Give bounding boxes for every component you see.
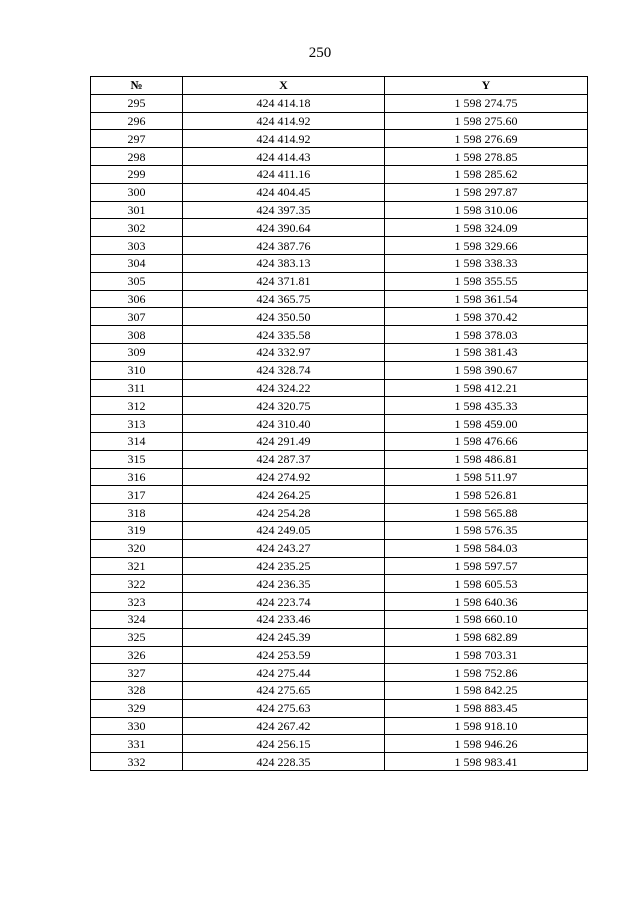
cell-x: 424 383.13 — [183, 254, 385, 272]
cell-number: 299 — [91, 165, 183, 183]
cell-x: 424 253.59 — [183, 646, 385, 664]
cell-x: 424 235.25 — [183, 557, 385, 575]
cell-number: 296 — [91, 112, 183, 130]
table-row — [91, 290, 588, 308]
cell-number: 300 — [91, 183, 183, 201]
table-row — [91, 486, 588, 504]
table-row — [91, 735, 588, 753]
cell-number: 320 — [91, 539, 183, 557]
cell-y: 1 598 297.87 — [385, 183, 588, 201]
cell-y: 1 598 703.31 — [385, 646, 588, 664]
table-row — [91, 504, 588, 522]
cell-y: 1 598 605.53 — [385, 575, 588, 593]
cell-number: 329 — [91, 699, 183, 717]
cell-x: 424 287.37 — [183, 450, 385, 468]
table-row — [91, 379, 588, 397]
cell-y: 1 598 276.69 — [385, 130, 588, 148]
cell-x: 424 275.63 — [183, 699, 385, 717]
table-row — [91, 610, 588, 628]
cell-x: 424 223.74 — [183, 593, 385, 611]
cell-x: 424 236.35 — [183, 575, 385, 593]
table-header-row — [91, 77, 588, 95]
cell-y: 1 598 584.03 — [385, 539, 588, 557]
cell-x: 424 390.64 — [183, 219, 385, 237]
table-row — [91, 254, 588, 272]
cell-y: 1 598 285.62 — [385, 165, 588, 183]
cell-x: 424 365.75 — [183, 290, 385, 308]
cell-number: 295 — [91, 94, 183, 112]
table-row — [91, 130, 588, 148]
cell-number: 324 — [91, 610, 183, 628]
cell-x: 424 275.65 — [183, 682, 385, 700]
table-row — [91, 308, 588, 326]
cell-x: 424 233.46 — [183, 610, 385, 628]
cell-number: 317 — [91, 486, 183, 504]
page-number: 250 — [308, 45, 332, 61]
cell-number: 303 — [91, 237, 183, 255]
cell-y: 1 598 511.97 — [385, 468, 588, 486]
cell-x: 424 387.76 — [183, 237, 385, 255]
table-row — [91, 557, 588, 575]
cell-y: 1 598 329.66 — [385, 237, 588, 255]
cell-number: 331 — [91, 735, 183, 753]
table-row — [91, 326, 588, 344]
table-row — [91, 361, 588, 379]
cell-number: 311 — [91, 379, 183, 397]
table-row — [91, 682, 588, 700]
cell-x: 424 414.18 — [183, 94, 385, 112]
cell-y: 1 598 752.86 — [385, 664, 588, 682]
cell-number: 306 — [91, 290, 183, 308]
cell-x: 424 254.28 — [183, 504, 385, 522]
table-row — [91, 94, 588, 112]
cell-y: 1 598 355.55 — [385, 272, 588, 290]
cell-y: 1 598 361.54 — [385, 290, 588, 308]
cell-y: 1 598 983.41 — [385, 753, 588, 771]
table-row — [91, 699, 588, 717]
cell-x: 424 332.97 — [183, 343, 385, 361]
cell-y: 1 598 576.35 — [385, 521, 588, 539]
table-row — [91, 183, 588, 201]
column-header-number: № — [91, 77, 183, 95]
cell-x: 424 414.92 — [183, 112, 385, 130]
cell-y: 1 598 842.25 — [385, 682, 588, 700]
cell-x: 424 243.27 — [183, 539, 385, 557]
table-row — [91, 415, 588, 433]
table-row — [91, 664, 588, 682]
cell-number: 301 — [91, 201, 183, 219]
cell-x: 424 245.39 — [183, 628, 385, 646]
cell-x: 424 397.35 — [183, 201, 385, 219]
table-row — [91, 219, 588, 237]
cell-number: 309 — [91, 343, 183, 361]
cell-number: 302 — [91, 219, 183, 237]
cell-number: 332 — [91, 753, 183, 771]
table-row — [91, 397, 588, 415]
cell-y: 1 598 640.36 — [385, 593, 588, 611]
table-row — [91, 593, 588, 611]
cell-number: 328 — [91, 682, 183, 700]
cell-y: 1 598 278.85 — [385, 148, 588, 166]
cell-x: 424 264.25 — [183, 486, 385, 504]
cell-y: 1 598 310.06 — [385, 201, 588, 219]
cell-number: 315 — [91, 450, 183, 468]
table-row — [91, 717, 588, 735]
table-row — [91, 753, 588, 771]
cell-y: 1 598 660.10 — [385, 610, 588, 628]
cell-x: 424 320.75 — [183, 397, 385, 415]
cell-number: 313 — [91, 415, 183, 433]
cell-x: 424 291.49 — [183, 432, 385, 450]
cell-y: 1 598 883.45 — [385, 699, 588, 717]
cell-x: 424 414.92 — [183, 130, 385, 148]
cell-y: 1 598 459.00 — [385, 415, 588, 433]
table-row — [91, 272, 588, 290]
cell-number: 323 — [91, 593, 183, 611]
cell-number: 305 — [91, 272, 183, 290]
table-row — [91, 201, 588, 219]
cell-number: 304 — [91, 254, 183, 272]
table-row — [91, 468, 588, 486]
table-row — [91, 343, 588, 361]
cell-number: 318 — [91, 504, 183, 522]
cell-number: 307 — [91, 308, 183, 326]
cell-number: 310 — [91, 361, 183, 379]
cell-y: 1 598 338.33 — [385, 254, 588, 272]
cell-number: 330 — [91, 717, 183, 735]
cell-x: 424 275.44 — [183, 664, 385, 682]
table-row — [91, 165, 588, 183]
cell-y: 1 598 946.26 — [385, 735, 588, 753]
cell-number: 297 — [91, 130, 183, 148]
cell-y: 1 598 597.57 — [385, 557, 588, 575]
cell-x: 424 404.45 — [183, 183, 385, 201]
cell-y: 1 598 370.42 — [385, 308, 588, 326]
cell-number: 314 — [91, 432, 183, 450]
table-row — [91, 112, 588, 130]
cell-number: 325 — [91, 628, 183, 646]
table-row — [91, 432, 588, 450]
cell-y: 1 598 918.10 — [385, 717, 588, 735]
cell-y: 1 598 435.33 — [385, 397, 588, 415]
cell-number: 308 — [91, 326, 183, 344]
cell-number: 316 — [91, 468, 183, 486]
cell-y: 1 598 565.88 — [385, 504, 588, 522]
cell-number: 319 — [91, 521, 183, 539]
cell-y: 1 598 381.43 — [385, 343, 588, 361]
cell-x: 424 256.15 — [183, 735, 385, 753]
cell-number: 321 — [91, 557, 183, 575]
cell-number: 298 — [91, 148, 183, 166]
cell-x: 424 228.35 — [183, 753, 385, 771]
table-row — [91, 575, 588, 593]
cell-y: 1 598 412.21 — [385, 379, 588, 397]
table-row — [91, 237, 588, 255]
cell-x: 424 249.05 — [183, 521, 385, 539]
cell-x: 424 414.43 — [183, 148, 385, 166]
table-row — [91, 628, 588, 646]
cell-y: 1 598 275.60 — [385, 112, 588, 130]
table-body — [91, 94, 588, 770]
table-row — [91, 539, 588, 557]
table-row — [91, 148, 588, 166]
column-header-y: Y — [385, 77, 588, 95]
cell-x: 424 350.50 — [183, 308, 385, 326]
cell-x: 424 274.92 — [183, 468, 385, 486]
table-row — [91, 646, 588, 664]
cell-x: 424 324.22 — [183, 379, 385, 397]
cell-number: 326 — [91, 646, 183, 664]
table-row — [91, 521, 588, 539]
cell-y: 1 598 526.81 — [385, 486, 588, 504]
cell-x: 424 328.74 — [183, 361, 385, 379]
cell-y: 1 598 682.89 — [385, 628, 588, 646]
column-header-x: X — [183, 77, 385, 95]
cell-x: 424 267.42 — [183, 717, 385, 735]
cell-y: 1 598 378.03 — [385, 326, 588, 344]
cell-number: 322 — [91, 575, 183, 593]
cell-y: 1 598 274.75 — [385, 94, 588, 112]
cell-y: 1 598 390.67 — [385, 361, 588, 379]
table-row — [91, 450, 588, 468]
cell-number: 327 — [91, 664, 183, 682]
cell-number: 312 — [91, 397, 183, 415]
cell-x: 424 371.81 — [183, 272, 385, 290]
cell-y: 1 598 486.81 — [385, 450, 588, 468]
cell-x: 424 335.58 — [183, 326, 385, 344]
cell-y: 1 598 324.09 — [385, 219, 588, 237]
coordinates-table — [90, 76, 588, 771]
cell-x: 424 310.40 — [183, 415, 385, 433]
cell-y: 1 598 476.66 — [385, 432, 588, 450]
cell-x: 424 411.16 — [183, 165, 385, 183]
